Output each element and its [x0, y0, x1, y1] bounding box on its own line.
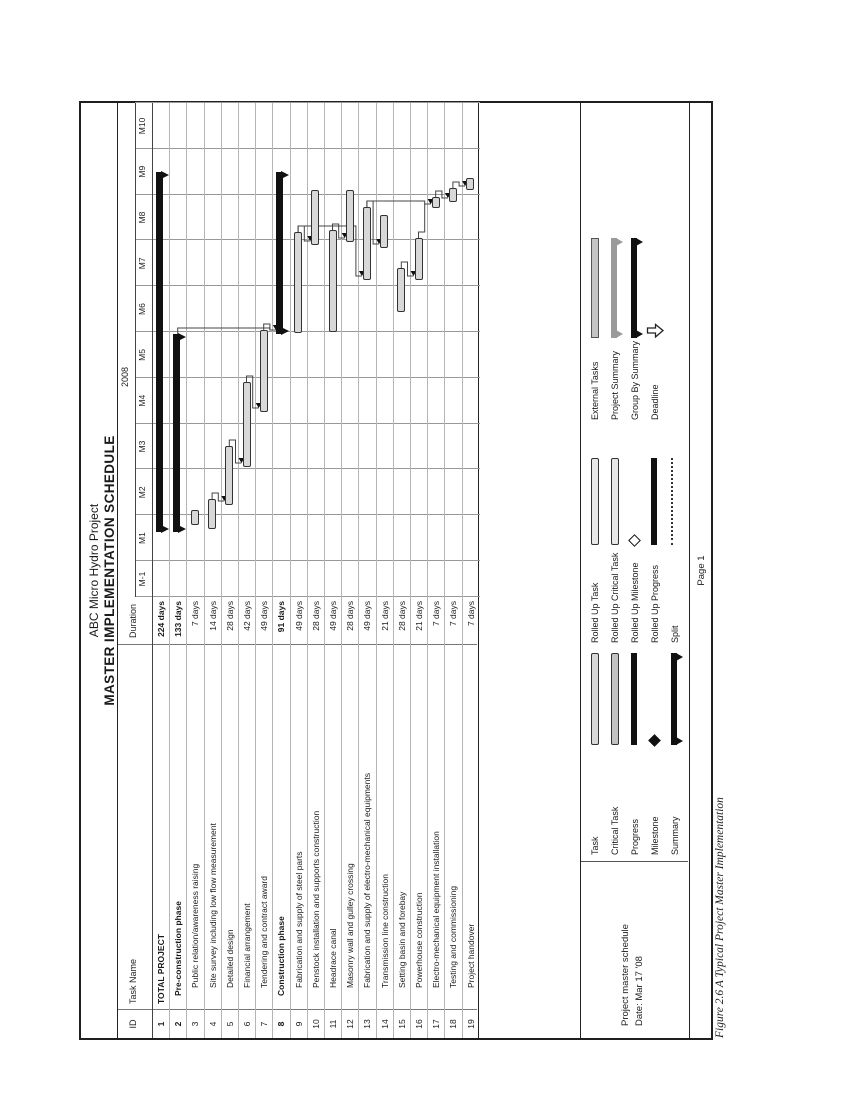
task-duration: 7 days — [465, 601, 476, 627]
legend-label: Rolled Up Critical Task — [610, 552, 620, 643]
legend-label: Summary — [670, 816, 680, 855]
task-bar — [191, 510, 199, 525]
task-duration: 21 days — [379, 601, 390, 631]
task-id: 6 — [242, 1021, 252, 1027]
task-duration: 91 days — [276, 601, 287, 633]
task-id: 11 — [328, 1019, 338, 1029]
month-label: M6 — [137, 303, 147, 316]
gantt-chart-area — [117, 103, 479, 1038]
grid-line — [238, 103, 239, 1038]
legend-label: Rolled Up Task — [590, 582, 600, 643]
schedule-date: Date: Mar 17 '08 — [633, 956, 645, 1026]
task-name: Headrace canal — [328, 928, 338, 988]
legend-label: Milestone — [650, 816, 660, 855]
summary-bar — [173, 334, 180, 532]
figure-caption-wrap — [714, 728, 740, 1038]
task-bar — [243, 382, 251, 467]
grid-line — [272, 103, 273, 1038]
legend-strip — [580, 103, 690, 1038]
task-duration: 49 days — [362, 601, 373, 631]
legend-sample-split — [671, 458, 673, 545]
task-id: 4 — [207, 1021, 218, 1027]
summary-bar — [156, 172, 163, 532]
task-name: Financial arrangement — [242, 903, 252, 988]
legend-label: Task — [590, 836, 600, 855]
task-duration: 7 days — [448, 601, 459, 627]
task-duration: 28 days — [224, 601, 235, 631]
task-bar — [346, 190, 354, 242]
task-id: 8 — [276, 1021, 287, 1027]
legend-sample-bar-crit — [611, 653, 619, 745]
gantt-sheet — [79, 101, 713, 1040]
page-number: Page 1 — [696, 555, 707, 586]
task-name: Project handover — [465, 923, 476, 988]
task-id: 19 — [465, 1019, 476, 1029]
month-label: M10 — [137, 117, 147, 135]
legend-label: Rolled Up Progress — [650, 564, 660, 643]
legend-sample-bar — [591, 653, 599, 745]
month-label: M7 — [137, 257, 147, 270]
month-label: M3 — [137, 440, 147, 453]
task-duration: 28 days — [396, 601, 407, 631]
dependency-link — [419, 204, 431, 238]
task-bar — [432, 197, 440, 208]
task-bar — [208, 499, 216, 529]
grid-line — [427, 103, 428, 1038]
task-duration: 7 days — [190, 601, 201, 627]
task-id: 3 — [190, 1021, 201, 1027]
schedule-info-box — [619, 924, 647, 1026]
legend-label: Group By Summary — [630, 340, 640, 420]
task-id: 9 — [293, 1021, 304, 1027]
month-label: M9 — [137, 165, 147, 178]
legend-label: External Tasks — [590, 361, 600, 420]
task-name: Tendering and contract award — [259, 876, 270, 988]
task-name: Public relation/awareness raising — [190, 863, 201, 988]
figure-caption: Figure 2.6 A Typical Project Master Implementation — [714, 797, 726, 1038]
task-name: Testing and commissioning — [448, 885, 459, 988]
task-name: Detailed design — [224, 929, 235, 988]
task-name: Construction phase — [276, 916, 287, 996]
task-bar — [415, 238, 423, 280]
task-duration: 49 days — [293, 601, 304, 631]
task-name: Penstock installation and supports construction — [310, 810, 321, 988]
id-column-header: ID — [128, 1019, 138, 1029]
gantt-sheet-rotated-wrap — [79, 101, 713, 1040]
legend-sample-ext — [591, 238, 599, 338]
legend-label: Critical Task — [610, 806, 620, 855]
task-duration: 133 days — [173, 601, 184, 637]
task-duration: 224 days — [156, 601, 166, 637]
legend-sample-diamond — [650, 736, 659, 745]
legend-sample-summary-gray — [611, 238, 625, 338]
grid-line — [169, 103, 170, 1038]
grid-line — [393, 103, 394, 1038]
task-duration: 7 days — [431, 601, 442, 627]
grid-line — [410, 103, 411, 1038]
duration-column-header: Duration — [128, 603, 138, 639]
legend-sample-arrow — [646, 323, 670, 338]
task-id: 17 — [431, 1019, 442, 1029]
month-label: M1 — [137, 532, 147, 545]
task-duration: 28 days — [345, 601, 356, 631]
grid-line — [204, 103, 205, 1038]
grid-line — [221, 103, 222, 1038]
task-id: 18 — [448, 1019, 459, 1029]
task-id: 2 — [173, 1021, 184, 1027]
timeline-year-label: 2008 — [120, 366, 130, 388]
task-bar — [225, 446, 233, 505]
grid-line — [462, 103, 463, 1038]
task-duration: 49 days — [259, 601, 270, 631]
legend-sample-summary-black — [671, 653, 685, 745]
task-duration: 14 days — [207, 601, 218, 631]
month-label: M-1 — [137, 571, 147, 587]
task-duration: 49 days — [328, 601, 338, 631]
task-id: 13 — [362, 1019, 373, 1029]
legend-sample-diamond-open — [630, 536, 639, 545]
task-id: 5 — [224, 1021, 235, 1027]
task-bar — [397, 268, 405, 312]
legend-label: Progress — [630, 818, 640, 855]
grid-line — [376, 103, 377, 1038]
task-name: Powerhouse construction — [414, 892, 424, 988]
task-name: Fabrication and supply of steel parts — [293, 851, 304, 988]
grid-line — [358, 103, 359, 1038]
task-bar — [329, 230, 337, 332]
task-name: Site survey including low flow measurement — [207, 823, 218, 988]
task-name: Fabrication and supply of electro-mechanical equipments — [362, 773, 373, 988]
month-label: M4 — [137, 394, 147, 407]
schedule-title: MASTER IMPLEMENTATION SCHEDULE — [102, 435, 117, 706]
month-label: M2 — [137, 486, 147, 499]
task-name: TOTAL PROJECT — [156, 934, 166, 1004]
task-bar — [449, 188, 457, 202]
sheet-title — [87, 103, 119, 1038]
project-title: ABC Micro Hydro Project — [87, 503, 101, 638]
grid-line — [444, 103, 445, 1038]
grid-line — [135, 103, 136, 597]
task-bar — [380, 215, 388, 248]
task-bar — [466, 178, 474, 190]
task-name: Transmission line construction — [379, 873, 390, 988]
task-name: Electro-mechanical equipment installation — [431, 831, 442, 988]
task-duration: 42 days — [242, 601, 252, 631]
grid-line — [255, 103, 256, 1038]
task-duration: 21 days — [414, 601, 424, 631]
legend-sample-black — [631, 653, 637, 745]
grid-line — [324, 103, 325, 1038]
legend-sample-black — [651, 458, 657, 545]
task-id: 7 — [259, 1021, 270, 1027]
grid-line — [341, 103, 342, 1038]
summary-bar — [276, 172, 283, 334]
task-id: 16 — [414, 1019, 424, 1029]
legend-label: Split — [670, 625, 680, 643]
legend-divider — [581, 861, 688, 862]
month-label: M8 — [137, 211, 147, 224]
task-bar — [363, 207, 371, 280]
task-name-column-header: Task Name — [128, 958, 138, 1004]
month-label: M5 — [137, 349, 147, 361]
task-name: Setting basin and forebay — [396, 891, 407, 988]
task-id: 1 — [156, 1021, 166, 1027]
legend-sample-summary-black — [631, 238, 645, 338]
task-name: Masonry wall and gulley crossing — [345, 863, 356, 988]
task-id: 15 — [396, 1019, 407, 1029]
task-id: 14 — [379, 1019, 390, 1029]
task-bar — [294, 232, 302, 333]
legend-label: Project Summary — [610, 350, 620, 420]
task-duration: 28 days — [310, 601, 321, 631]
legend-label: Rolled Up Milestone — [630, 562, 640, 643]
legend-sample-bar-outline — [591, 458, 599, 545]
schedule-name: Project master schedule — [620, 924, 631, 1026]
task-id: 10 — [310, 1019, 321, 1029]
task-id: 12 — [345, 1019, 356, 1029]
task-name: Pre-construction phase — [173, 901, 184, 996]
grid-line — [152, 103, 153, 1038]
grid-line — [186, 103, 187, 1038]
legend-label: Deadline — [650, 384, 660, 420]
grid-line — [307, 103, 308, 1038]
task-bar — [260, 330, 268, 412]
legend-sample-bar-outline — [611, 458, 619, 545]
grid-line — [290, 103, 291, 1038]
task-bar — [311, 190, 319, 245]
